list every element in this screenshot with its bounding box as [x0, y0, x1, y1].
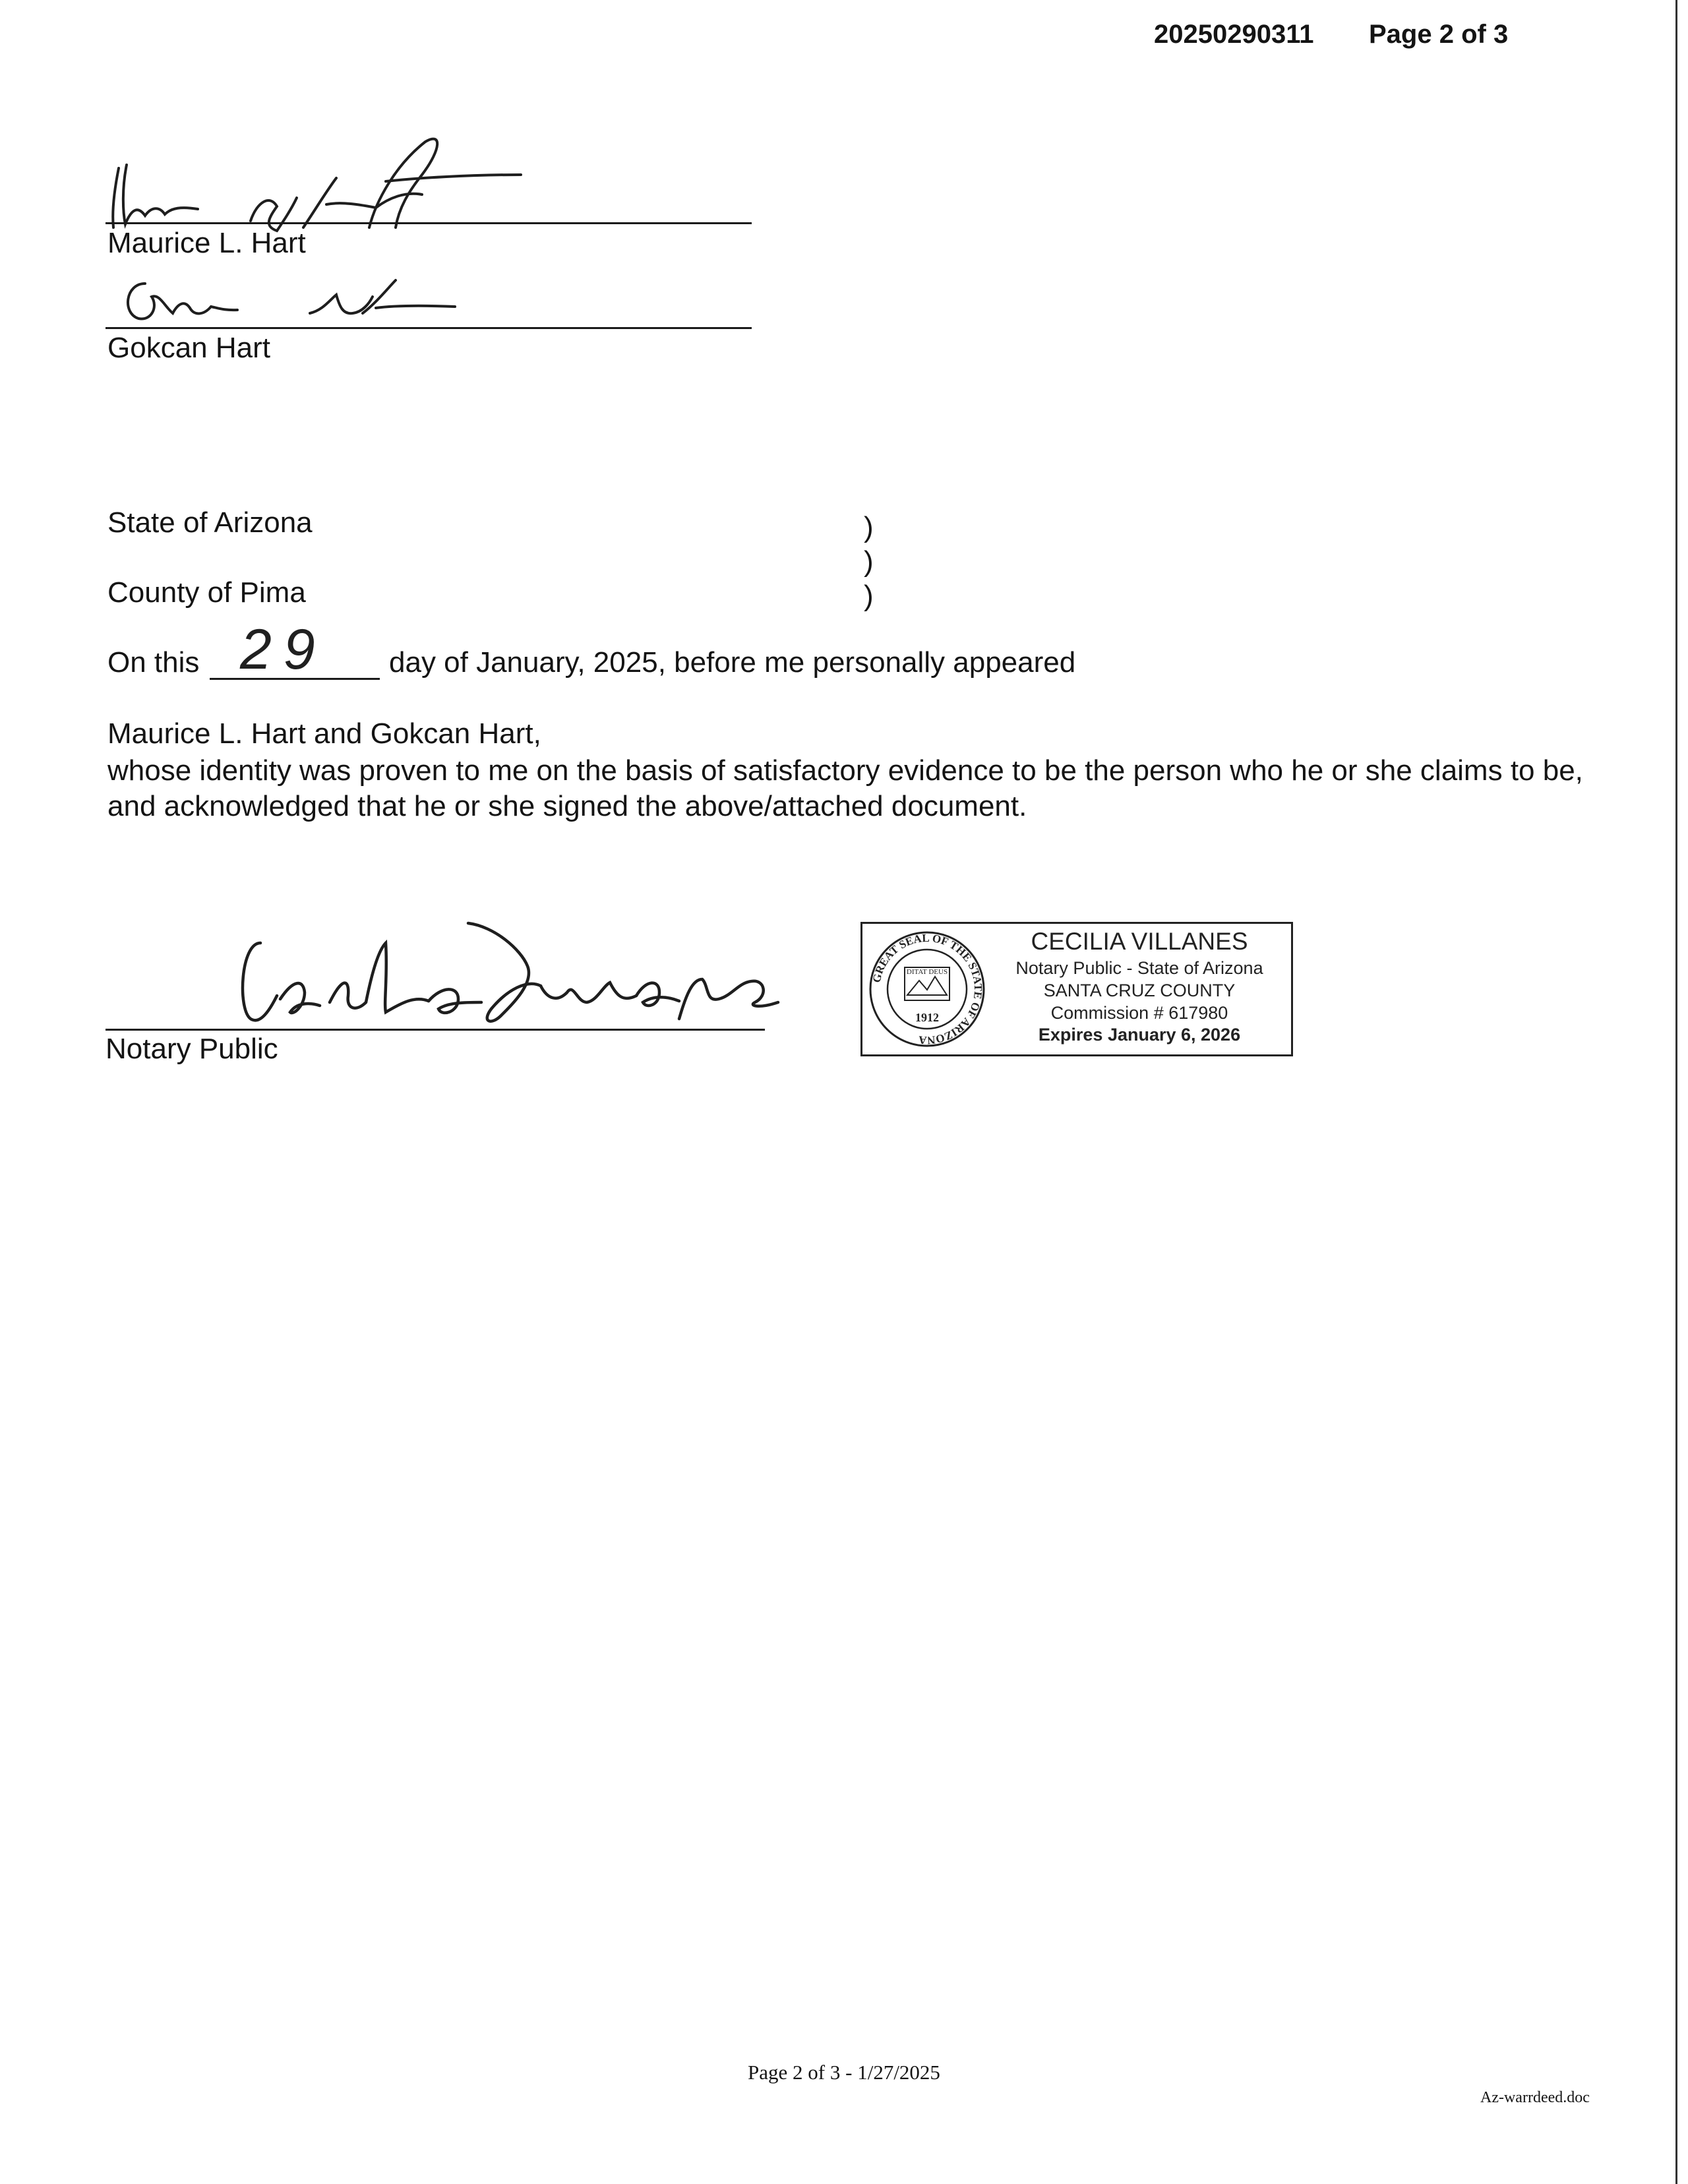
footer-page-info: Page 2 of 3 - 1/27/2025 [748, 2061, 940, 2084]
ack-lead: On this [107, 646, 200, 679]
handwritten-day: 29 [240, 618, 327, 681]
footer-filename: Az-warrdeed.doc [1480, 2089, 1590, 2106]
ack-rest: day of January, 2025, before me personally appeared [389, 646, 1076, 679]
notary-signature-line [106, 1029, 765, 1031]
scan-edge-line [1675, 0, 1677, 2184]
document-number: 20250290311 [1154, 20, 1314, 49]
venue-state: State of Arizona [107, 506, 313, 539]
stamp-expires: Expires January 6, 2026 [1038, 1025, 1241, 1045]
venue-county: County of Pima [107, 576, 306, 609]
signature-line-1 [106, 222, 752, 224]
stamp-notary-name: CECILIA VILLANES [1031, 928, 1248, 955]
stamp-commission: Commission # 617980 [1050, 1003, 1228, 1023]
state-seal [866, 929, 988, 1049]
venue-paren-2: ) [864, 545, 874, 578]
notary-label: Notary Public [106, 1033, 278, 1065]
seal-motto: DITAT DEUS [906, 968, 948, 976]
signer2-name: Gokcan Hart [107, 332, 270, 364]
seal-ring-text: GREAT SEAL OF THE STATE OF ARIZONA [870, 931, 985, 1047]
signature-line-2 [106, 327, 752, 329]
page-indicator: Page 2 of 3 [1369, 20, 1509, 49]
seal-year: 1912 [915, 1011, 939, 1024]
venue-paren-3: ) [864, 580, 874, 612]
stamp-title: Notary Public - State of Arizona [1015, 958, 1263, 978]
signature-notary [231, 903, 791, 1035]
ack-names: Maurice L. Hart and Gokcan Hart, [107, 717, 541, 750]
venue-paren-1: ) [864, 511, 874, 543]
ack-body: whose identity was proven to me on the basis of satisfactory evidence to be the person who he or she claims to be, and acknowledged that he or she signed the above/attached document. [107, 754, 1583, 822]
stamp-county: SANTA CRUZ COUNTY [1043, 981, 1236, 1000]
signer1-name: Maurice L. Hart [107, 227, 306, 259]
notary-stamp [860, 922, 1293, 1056]
